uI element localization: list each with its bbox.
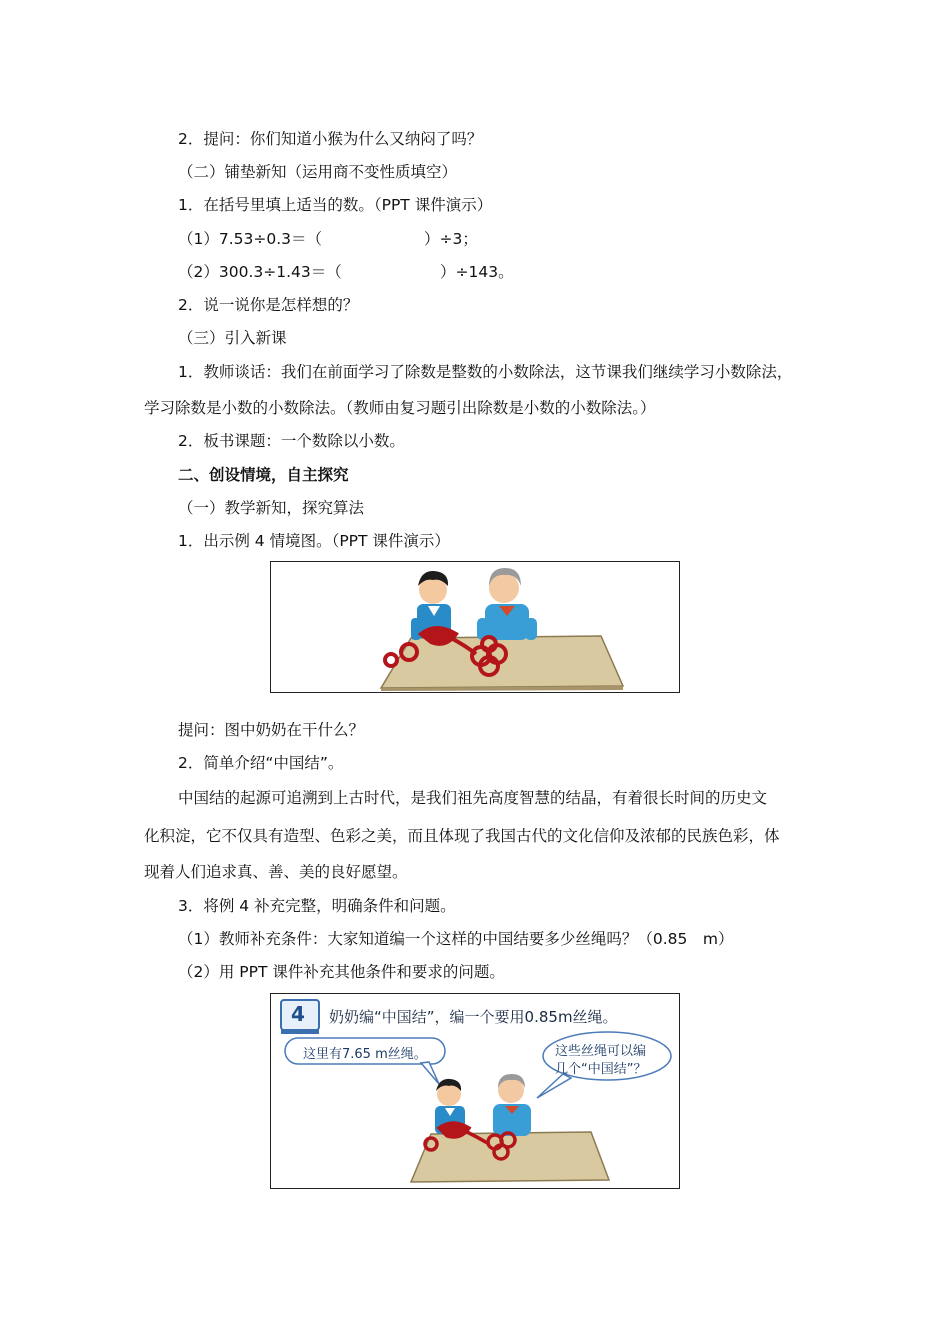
text-line: 2．简单介绍“中国结”。 (178, 754, 344, 772)
text-line: （1）教师补充条件：大家知道编一个这样的中国结要多少丝绳吗？（0.85 m） (178, 930, 734, 948)
paragraph-line: 学习除数是小数的小数除法。（教师由复习题引出除数是小数的小数除法。） (144, 399, 656, 417)
grandma-boy-knot-illustration (271, 562, 678, 691)
exercise-line-end: ）÷3； (424, 230, 478, 248)
text-line: 2．板书课题：一个数除以小数。 (178, 432, 405, 450)
text-line: 提问：图中奶奶在干什么？ (178, 721, 365, 739)
paragraph-line: 化积淀，它不仅具有造型、色彩之美，而且体现了我国古代的文化信仰及浓郁的民族色彩，体 (144, 827, 780, 845)
paragraph-line: 现着人们追求真、善、美的良好愿望。 (144, 863, 408, 881)
section-title: 二、创设情境，自主探究 (178, 466, 349, 484)
exercise-line: （2）300.3÷1.43＝（ (178, 263, 342, 281)
exercise-line-end: ）÷143。 (440, 263, 514, 281)
scene-illustration-1 (270, 561, 680, 693)
grandma-speech-line-2: 几个“中国结”？ (555, 1062, 647, 1077)
boy-speech-bubble: 这里有7.65 m丝绳。 (303, 1047, 427, 1062)
example-number: 4 (291, 1002, 305, 1026)
text-line: 3．将例 4 补充完整，明确条件和问题。 (178, 897, 456, 915)
text-line: 2．说一说你是怎样想的？ (178, 296, 359, 314)
text-line: （2）用 PPT 课件补充其他条件和要求的问题。 (178, 963, 505, 981)
paragraph-line: 中国结的起源可追溯到上古时代，是我们祖先高度智慧的结晶，有着很长时间的历史文 (178, 789, 768, 807)
example-4-illustration (270, 993, 680, 1189)
section-heading: （二）铺垫新知（运用商不变性质填空） (178, 163, 458, 181)
section-heading: （三）引入新课 (178, 329, 287, 347)
text-line: 1．出示例 4 情境图。（PPT 课件演示） (178, 532, 450, 550)
example-caption: 奶奶编“中国结”，编一个要用0.85m丝绳。 (329, 1008, 618, 1026)
section-heading: （一）教学新知，探究算法 (178, 499, 365, 517)
text-line: 1．在括号里填上适当的数。（PPT 课件演示） (178, 196, 493, 214)
grandma-speech-line-1: 这些丝绳可以编 (555, 1044, 647, 1059)
exercise-line: （1）7.53÷0.3＝（ (178, 230, 323, 248)
text-line: 2．提问：你们知道小猴为什么又纳闷了吗？ (178, 130, 483, 148)
paragraph-line: 1．教师谈话：我们在前面学习了除数是整数的小数除法，这节课我们继续学习小数除法， (178, 363, 793, 381)
